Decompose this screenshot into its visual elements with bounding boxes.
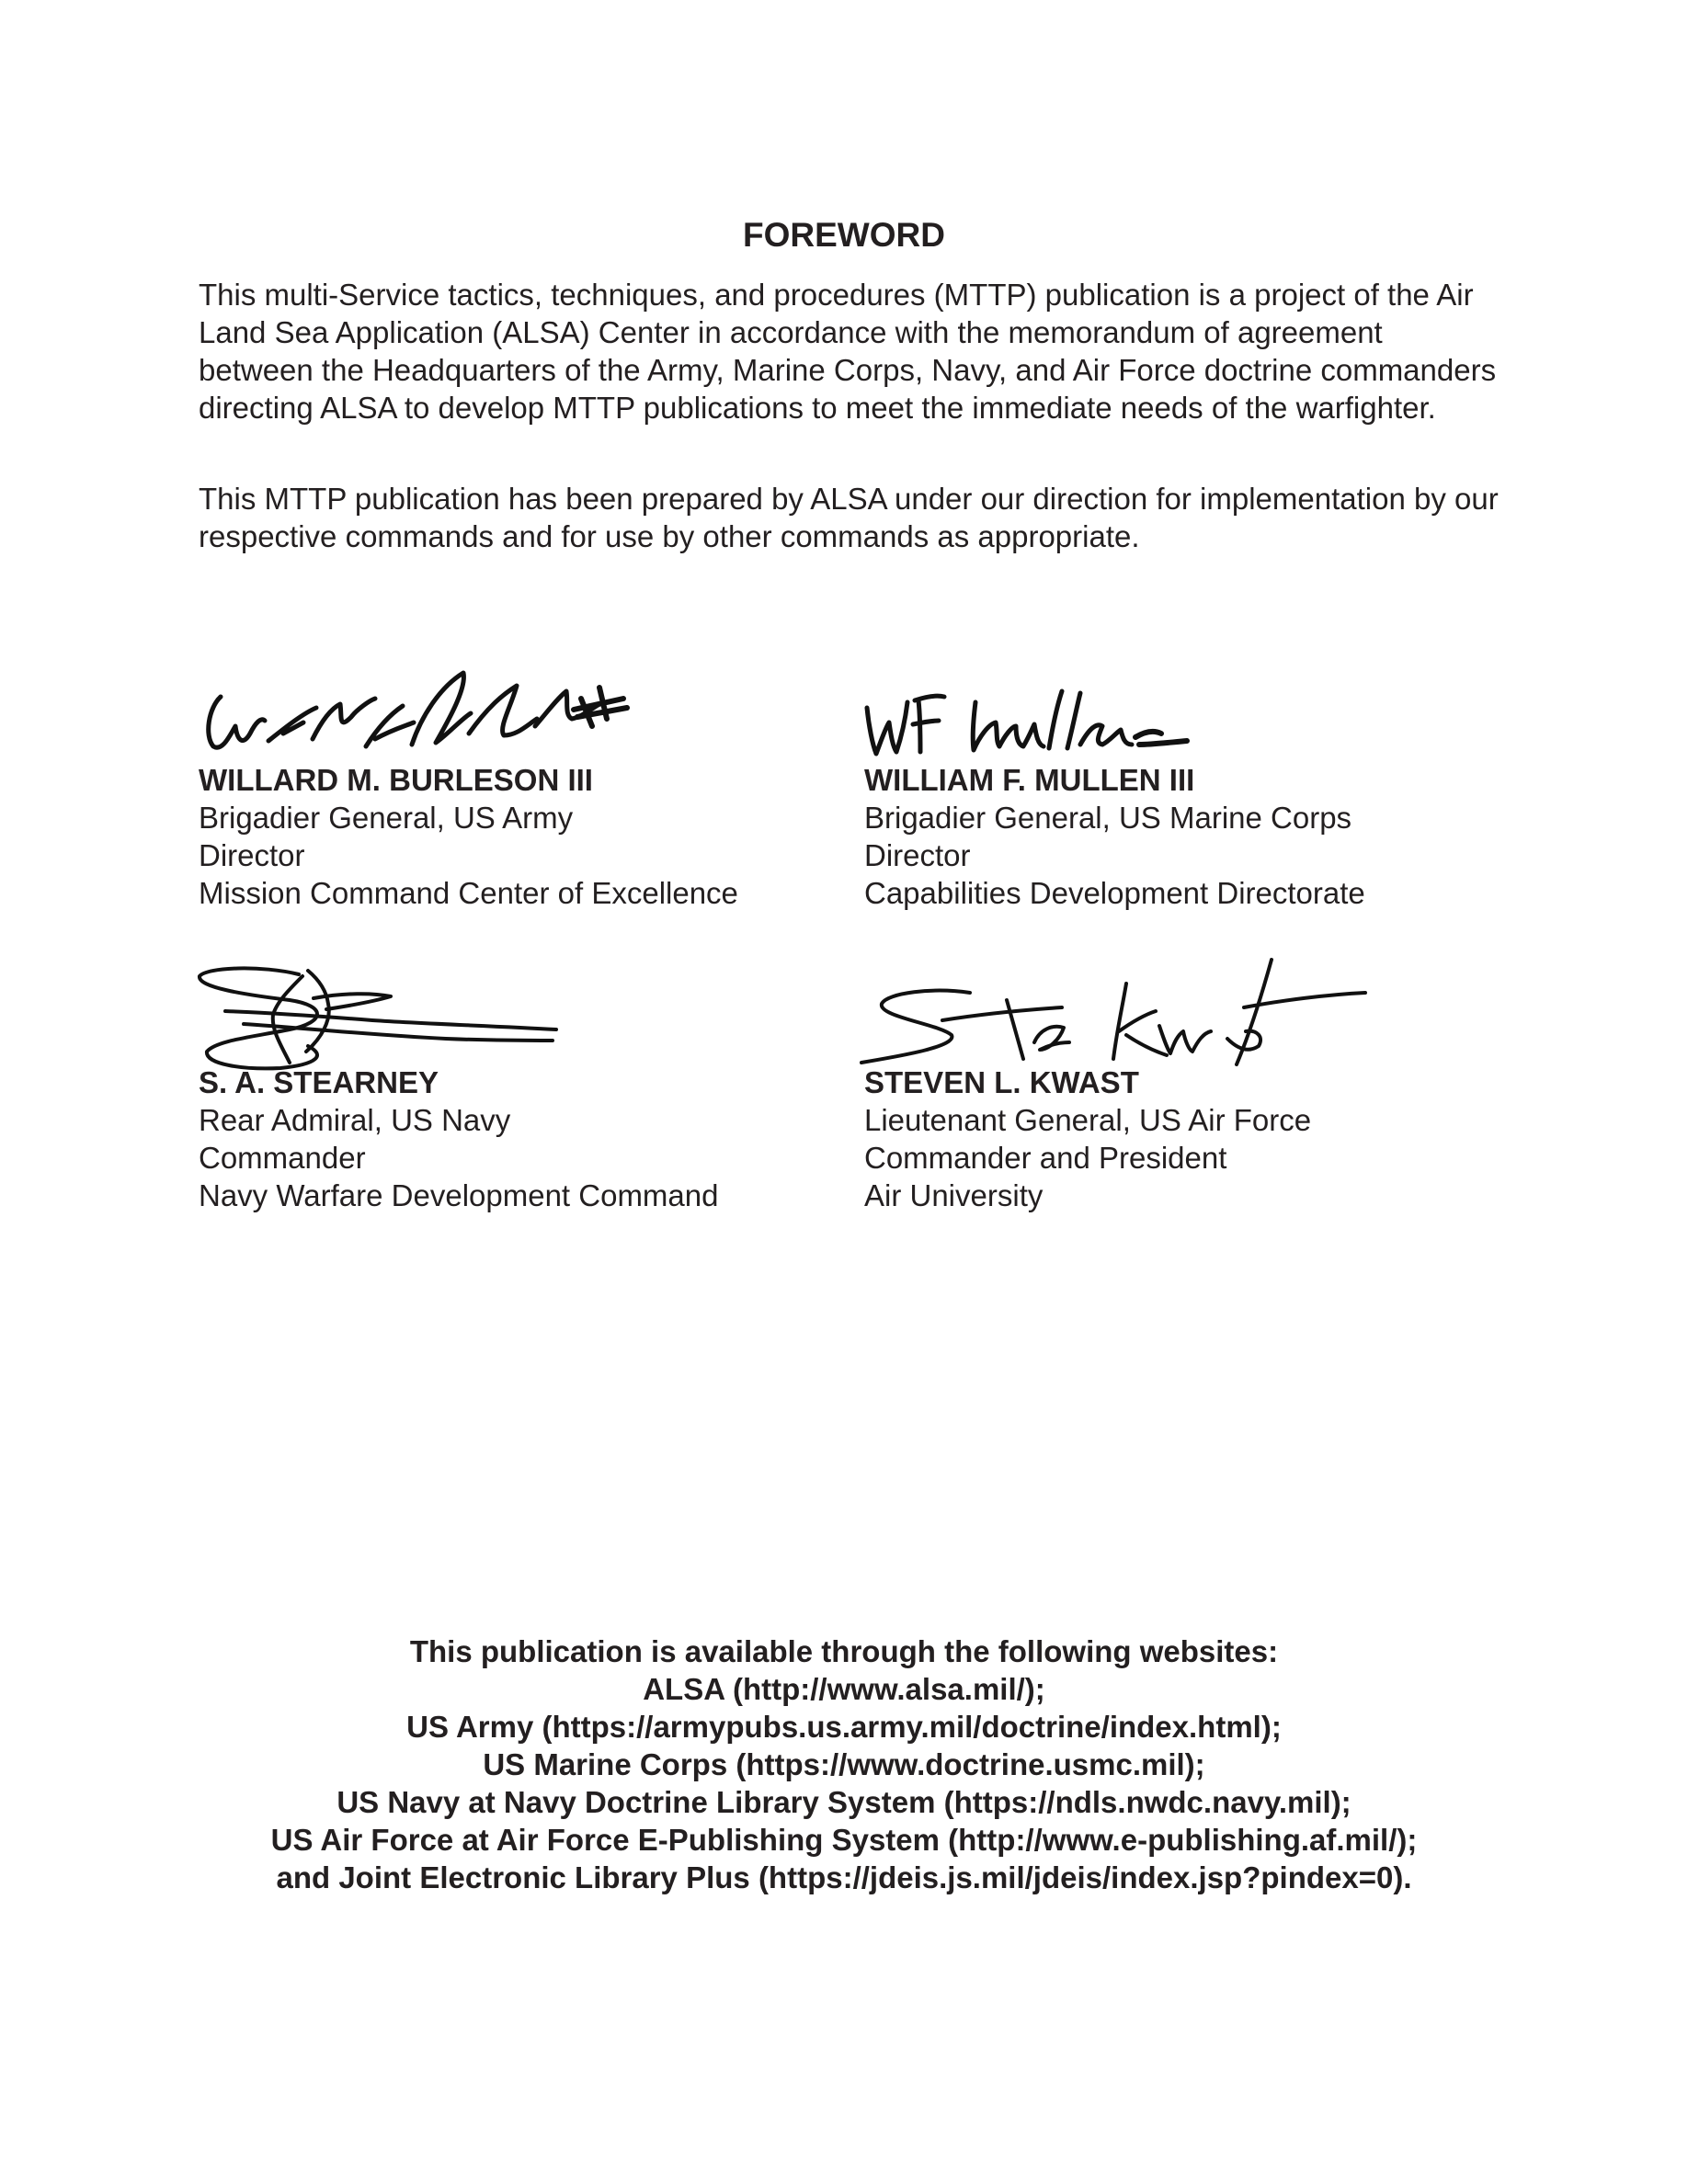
signature-block-stearney (199, 1064, 842, 1214)
availability-notice (0, 1632, 1688, 1896)
signature-block-mullen (864, 761, 1508, 912)
website-entry: US Air Force at Air Force E-Publishing System (http://www.e-publishing.af.mil/); (270, 1823, 1418, 1857)
signature-stearney (188, 956, 575, 1085)
signatory-name: WILLARD M. BURLESON III (199, 763, 593, 797)
signatory-position: Commander and President (864, 1141, 1227, 1175)
signatory-rank: Lieutenant General, US Air Force (864, 1103, 1312, 1137)
signature-block-burleson (199, 761, 842, 912)
signature-mullen (860, 680, 1227, 763)
signatory-rank: Brigadier General, US Army (199, 801, 574, 835)
signatory-rank: Rear Admiral, US Navy (199, 1103, 511, 1137)
signatory-organization: Air University (864, 1178, 1044, 1212)
signatory-organization: Capabilities Development Directorate (864, 876, 1365, 910)
signatory-position: Director (864, 838, 971, 872)
signature-burleson (195, 662, 655, 763)
website-entry: US Marine Corps (https://www.doctrine.usmc.mil); (483, 1747, 1205, 1781)
signature-block-kwast (864, 1064, 1508, 1214)
website-entry: and Joint Electronic Library Plus (https://jdeis.js.mil/jdeis/index.jsp?pindex=0). (276, 1860, 1412, 1894)
website-entry: ALSA (http://www.alsa.mil/); (643, 1672, 1045, 1706)
signature-kwast (850, 947, 1374, 1075)
page-title: FOREWORD (743, 216, 945, 254)
website-entry: US Navy at Navy Doctrine Library System (https://ndls.nwdc.navy.mil); (336, 1785, 1352, 1819)
signatory-organization: Mission Command Center of Excellence (199, 876, 738, 910)
signatory-position: Commander (199, 1141, 366, 1175)
foreword-paragraph-1: This multi-Service tactics, techniques, and procedures (MTTP) publication is a project of the Air Land Sea Application (ALSA) Center in accordance with the memorandum of agreement between the Headquarters of the Army, Marine Corps, Navy, and Air Force doctrine commanders directing ALSA to develop MTTP publications to meet the immediate needs of the warfighter. (199, 278, 1497, 425)
signatory-position: Director (199, 838, 305, 872)
website-entry: US Army (https://armypubs.us.army.mil/doctrine/index.html); (406, 1710, 1282, 1744)
signatory-rank: Brigadier General, US Marine Corps (864, 801, 1352, 835)
availability-heading: This publication is available through the following websites: (409, 1634, 1279, 1668)
signatory-organization: Navy Warfare Development Command (199, 1178, 719, 1212)
signatory-name: S. A. STEARNEY (199, 1065, 439, 1099)
signatory-name: WILLIAM F. MULLEN III (864, 763, 1195, 797)
signatory-name: STEVEN L. KWAST (864, 1065, 1139, 1099)
foreword-paragraph-2: This MTTP publication has been prepared by ALSA under our direction for implementation by our respective commands and for use by other commands as appropriate. (199, 482, 1499, 553)
